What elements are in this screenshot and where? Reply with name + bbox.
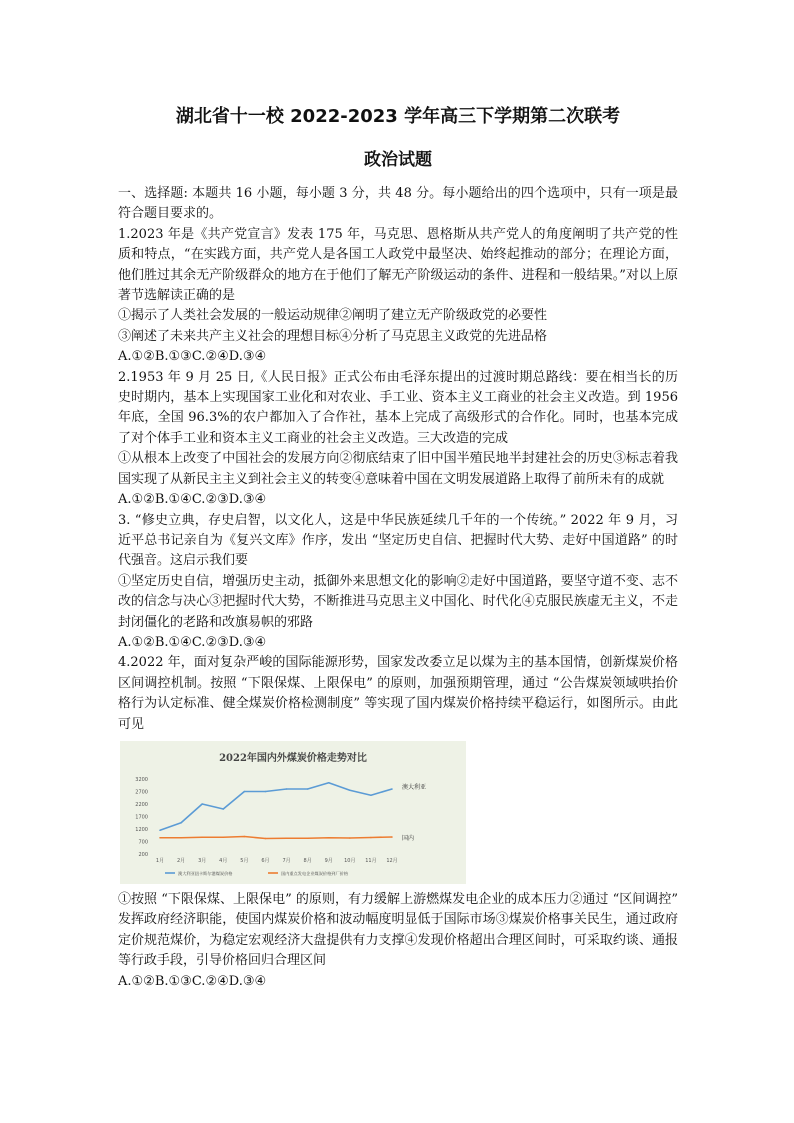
question-3 [118,511,678,654]
data-point [222,808,224,810]
data-point [201,836,203,838]
y-tick-label: 700 [138,839,148,846]
answer-choices: A.①②B.①③C.②④D.③④ [118,349,267,365]
question-items: ③阐述了未来共产主义社会的理想目标④分析了马克思主义政党的先进品格 [118,328,548,344]
series-end-label: 国内 [402,834,415,842]
data-point [286,788,288,790]
series-end-label: 澳大利亚 [402,783,427,791]
data-point [307,837,309,839]
x-tick-label: 1月 [155,857,165,864]
data-point [370,794,372,796]
x-tick-label: 2月 [176,857,186,864]
data-point [159,837,161,839]
y-tick-label: 200 [138,851,148,858]
data-point [201,803,203,805]
x-tick-label: 3月 [198,857,207,864]
legend-entry: 国内重点发电企业煤炭价格到厂价格 [281,870,349,876]
y-tick-label: 1700 [135,814,148,821]
question-items: ①坚定历史自信，增强历史主动，抵御外来思想文化的影响②走好中国道路，要坚守道不变、志不改的信念与决心③把握时代大势，不断推进马克思主义中国化、时代化④克服民族虚无主义，不走封闭僵化的老路和改旗易帜的邪路 [118,573,678,630]
question-stem: 2.1953 年 9 月 25 日,《人民日报》正式公布由毛泽东提出的过渡时期总路线：要在相当长的历史时期内，基本上实现国家工业化和对农业、手工业、资本主义工商业的社会主义改造。到 1956 年底，全国 96.3%的农户都加入了合作社，基本上完成了高级形式的合作化。同时，也基本完成了对个体手工业和资本主义工商业的社会主义改造。三大改造的完成 [118,369,678,446]
data-point [265,838,267,840]
x-tick-label: 7月 [282,857,291,864]
question-stem: 1.2023 年是《共产党宣言》发表 175 年，马克思、恩格斯从共产党人的角度阐明了共产党的性质和特点，“在实践方面，共产党人是各国工人政党中最坚决、始终起推动的部分；在理论方面，他们胜过其余无产阶级群众的地方在于他们了解无产阶级运动的条件、进程和一般结果。”对以上原著节选解读正确的是 [118,226,678,304]
answer-choices: A.①②B.①③C.②④D.③④ [118,973,267,989]
legend-entry: 澳大利亚纽卡斯尔港煤炭价格 [178,870,233,876]
data-point [307,788,309,790]
x-tick-label: 6月 [261,857,270,864]
question-1 [118,225,678,368]
answer-choices: A.①②B.①④C.②③D.③④ [118,634,267,650]
data-point [222,836,224,838]
data-point [349,837,351,839]
data-point [349,789,351,791]
data-point [328,782,330,784]
data-point [391,836,393,838]
question-items: ①从根本上改变了中国社会的发展方向②彻底结束了旧中国半殖民地半封建社会的历史③标志着我国实现了从新民主主义到社会主义的转变④意味着中国在文明发展道路上取得了前所未有的成就 [118,451,678,487]
data-point [286,837,288,839]
y-tick-label: 1200 [135,826,148,833]
data-point [328,837,330,839]
question-4 [118,653,678,992]
data-point [159,829,161,831]
x-tick-label: 9月 [324,857,333,864]
x-tick-label: 12月 [386,857,398,864]
coal-price-chart [120,741,466,884]
data-point [391,788,393,790]
x-tick-label: 4月 [219,857,228,864]
question-stem: 3. “修史立典，存史启智，以文化人，这是中华民族延续几千年的一个传统。” 2022 年 9 月，习近平总书记亲自为《复兴文库》作序，发出 “坚定历史自信、把握时代大势、走好中国道路” 的时代强音。这启示我们要 [118,512,678,569]
y-tick-label: 2700 [135,789,148,796]
y-tick-label: 3200 [135,776,148,783]
section-instruction: 一、选择题: 本题共 16 小题，每小题 3 分，共 48 分。每小题给出的四个选项中，只有一项是最符合题目要求的。 [118,186,678,222]
x-tick-label: 10月 [344,857,356,864]
exam-title: 湖北省十一校 2022-2023 学年高三下学期第二次联考 [175,106,621,127]
x-tick-label: 5月 [240,857,249,864]
question-items: ①揭示了人类社会发展的一般运动规律②阐明了建立无产阶级政党的必要性 [118,308,548,324]
answer-choices: A.①②B.①④C.②③D.③④ [118,492,267,508]
x-tick-label: 11月 [365,857,377,864]
question-2 [118,368,678,511]
data-point [180,822,182,824]
data-point [265,791,267,793]
exam-subject: 政治试题 [364,150,432,170]
data-point [244,836,246,838]
series-line-domestic [160,836,392,838]
y-tick-label: 2200 [135,801,148,808]
x-tick-label: 8月 [303,857,312,864]
chart-title: 2022年国内外煤炭价格走势对比 [219,752,367,764]
question-stem: 4.2022 年，面对复杂严峻的国际能源形势，国家发改委立足以煤为主的基本国情，创新煤炭价格区间调控机制。按照 “下限保煤、上限保电” 的原则，加强预期管理，通过 “公告煤炭领域哄抬价格行为认定标准、健全煤炭价格检测制度” 等实现了国内煤炭价格持续平稳运行，如图所示。由此可见 [118,655,678,732]
data-point [180,837,182,839]
data-point [370,837,372,839]
exam-page [118,104,678,992]
question-items: ①按照 “下限保煤、上限保电” 的原则，有力缓解上游燃煤发电企业的成本压力②通过 “区间调控” 发挥政府经济职能，使国内煤炭价格和波动幅度明显低于国际市场③煤炭价格事关民生，通过政府定价规范煤价，为稳定宏观经济大盘提供有力支撑④发现价格超出合理区间时，可采取约谈、通报等行政手段，引导价格回归合理区间 [118,891,678,969]
data-point [244,791,246,793]
series-line-australia [160,783,392,831]
line-chart-svg [120,741,466,884]
